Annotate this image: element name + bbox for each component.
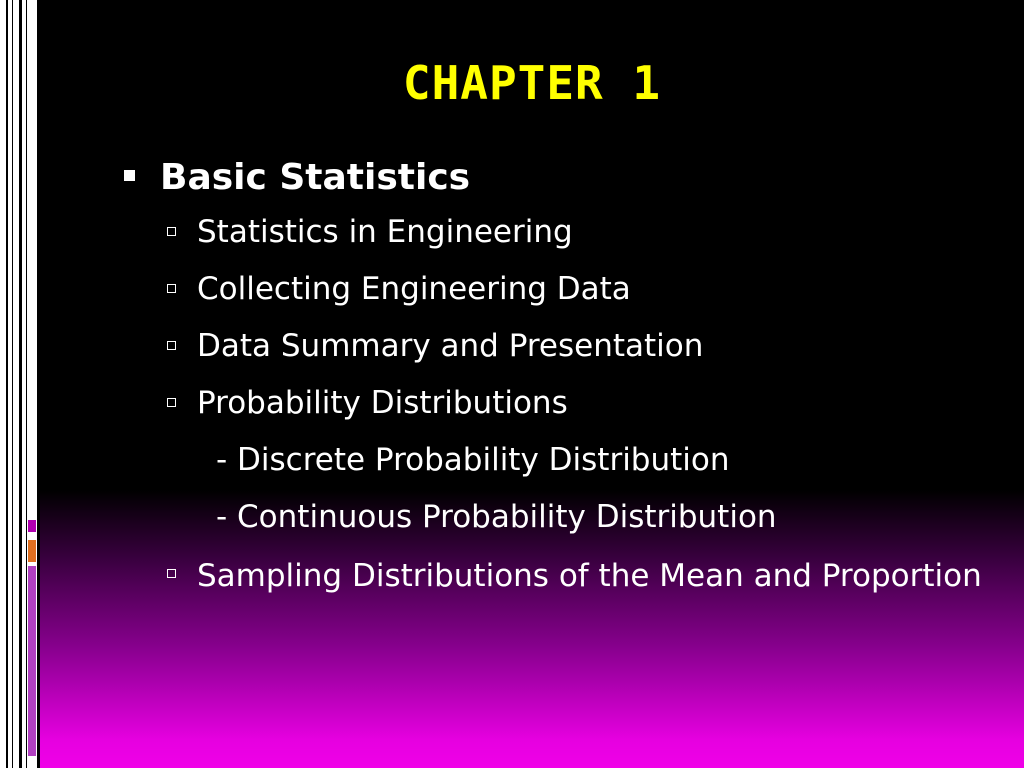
sub-list-item: - Discrete Probability Distribution [216,442,730,478]
slide-content [120,152,1000,613]
list-item-text: Statistics in Engineering [197,214,573,250]
list-item [120,324,1000,368]
hollow-square-bullet-icon [167,569,176,578]
decorative-left-strip [0,0,40,768]
list-item-text: Data Summary and Presentation [197,328,704,364]
list-item [120,381,1000,425]
main-bullet-text: Basic Statistics [160,157,471,198]
hollow-square-bullet-icon [167,227,176,236]
slide-title: CHAPTER 1 [402,56,662,110]
square-bullet-icon [124,170,135,181]
list-item-text: Sampling Distributions of the Mean and Proportion [197,558,982,594]
list-item [120,552,1000,600]
list-item-text: Collecting Engineering Data [197,271,631,307]
list-item [120,210,1000,254]
hollow-square-bullet-icon [167,398,176,407]
sub-list-item: - Continuous Probability Distribution [216,499,777,535]
hollow-square-bullet-icon [167,341,176,350]
main-bullet-item [120,152,1000,204]
list-item [120,267,1000,311]
hollow-square-bullet-icon [167,284,176,293]
list-item-text: Probability Distributions [197,385,568,421]
